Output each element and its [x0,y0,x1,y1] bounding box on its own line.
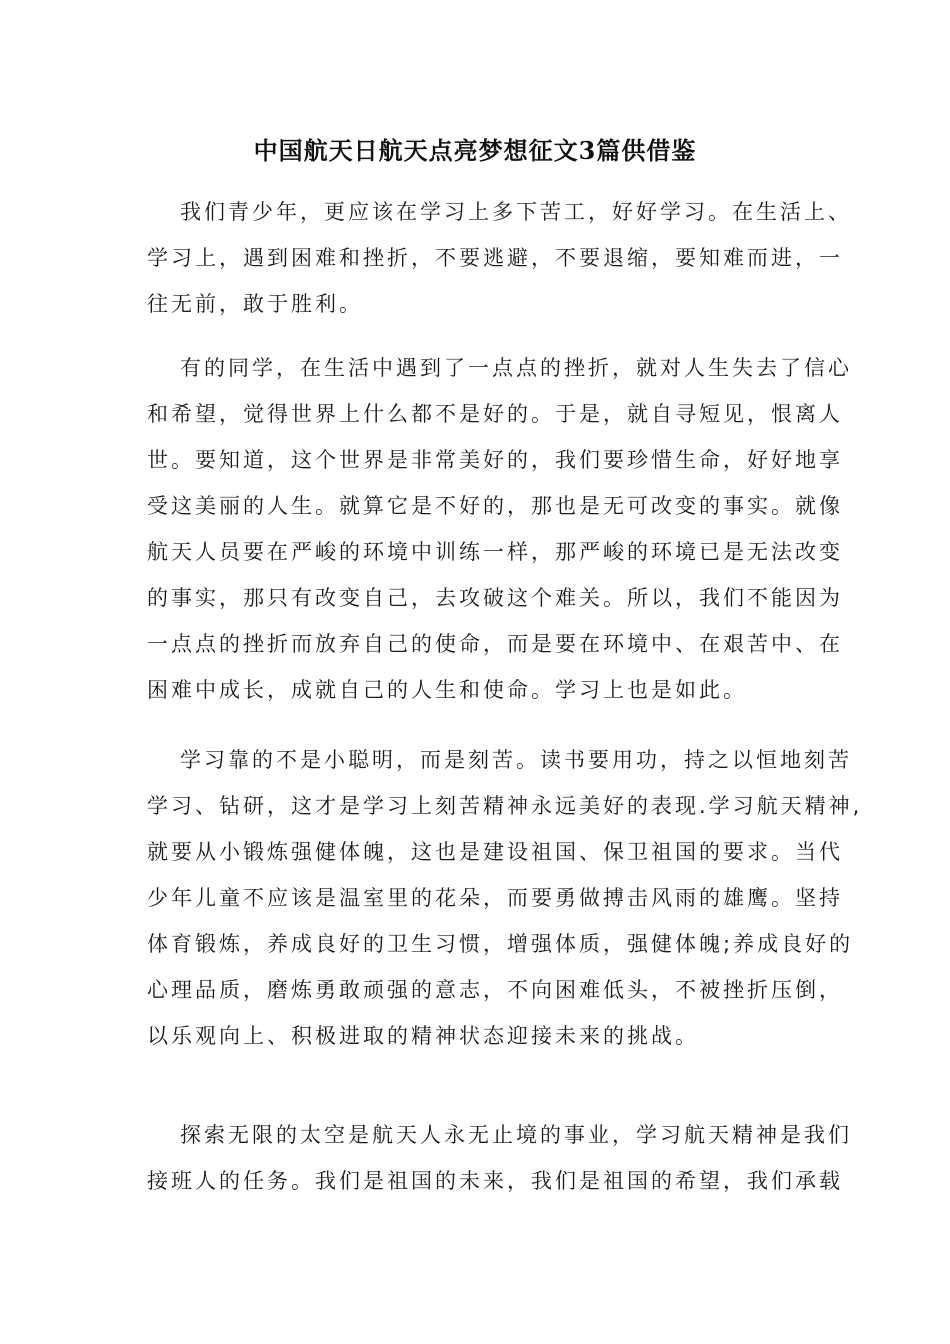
paragraph-line: 接班人的任务。我们是祖国的未来，我们是祖国的希望，我们承载 [147,1169,843,1193]
paragraph-line: 以乐观向上、积极进取的精神状态迎接未来的挑战。 [147,1024,699,1048]
paragraph-4 [147,1112,852,1204]
paragraph-line: 有的同学，在生活中遇到了一点点的挫折，就对人生失去了信心 [180,356,852,380]
page-title: 中国航天日航天点亮梦想征文3篇供借鉴 [253,136,697,165]
paragraph-2 [147,345,852,713]
paragraph-line: 的事实，那只有改变自己，去攻破这个难关。所以，我们不能因为 [147,586,843,610]
paragraph-line: 世。要知道，这个世界是非常美好的，我们要珍惜生命，好好地享 [147,448,843,472]
paragraph-line: 航天人员要在严峻的环境中训练一样，那严峻的环境已是无法改变 [147,540,843,564]
paragraph-line: 一点点的挫折而放弃自己的使命，而是要在环境中、在艰苦中、在 [147,632,843,656]
paragraph-line: 心理品质，磨炼勇敢顽强的意志，不向困难低头，不被挫折压倒， [147,978,843,1002]
paragraph-line: 我们青少年，更应该在学习上多下苦工，好好学习。在生活上、 [180,200,852,224]
paragraph-line: 学习、钻研，这才是学习上刻苦精神永远美好的表现.学习航天精神, [147,794,863,818]
paragraph-line: 困难中成长，成就自己的人生和使命。学习上也是如此。 [147,678,747,702]
paragraph-line: 学习上，遇到困难和挫折，不要逃避，不要退缩，要知难而进，一 [147,246,843,270]
paragraph-line: 受这美丽的人生。就算它是不好的，那也是无可改变的事实。就像 [147,494,843,518]
paragraph-line: 体育锻炼，养成良好的卫生习惯，增强体质，强健体魄;养成良好的 [147,932,854,956]
paragraph-line: 探索无限的太空是航天人永无止境的事业，学习航天精神是我们 [180,1123,852,1147]
paragraph-line: 往无前，敢于胜利。 [147,292,363,316]
paragraph-1 [147,189,852,327]
paragraph-line: 和希望，觉得世界上什么都不是好的。于是，就自寻短见，恨离人 [147,402,843,426]
paragraph-line: 学习靠的不是小聪明，而是刻苦。读书要用功，持之以恒地刻苦 [180,748,852,772]
paragraph-line: 少年儿童不应该是温室里的花朵，而要勇做搏击风雨的雄鹰。坚持 [147,886,843,910]
paragraph-3 [147,737,863,1059]
paragraph-line: 就要从小锻炼强健体魄，这也是建设祖国、保卫祖国的要求。当代 [147,840,843,864]
